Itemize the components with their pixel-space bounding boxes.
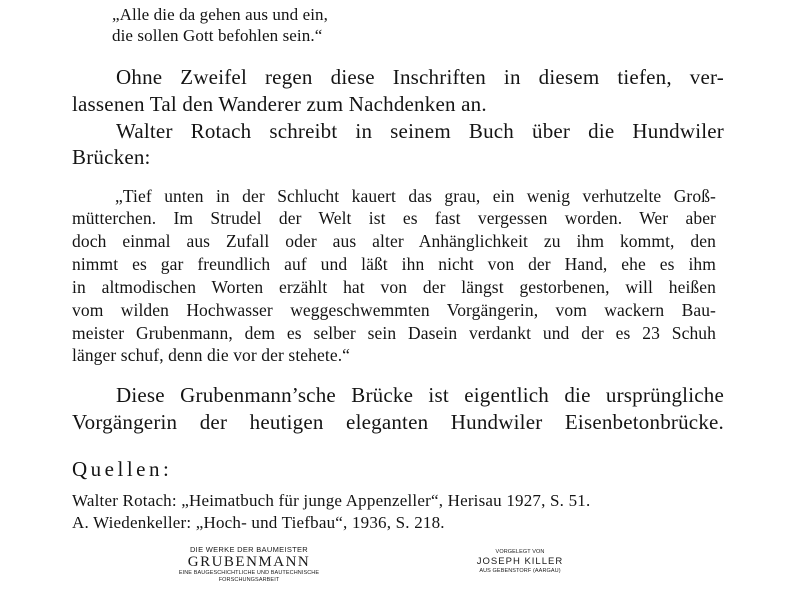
paragraph-2-line-1: Walter Rotach schreibt in seinem Buch über die Hundwiler [116,119,724,143]
footer-book-description-1: EINE BAUGESCHICHTLICHE UND BAUTECHNISCHE [178,570,320,576]
verse-line-2: die sollen Gott befohlen sein.“ [112,26,323,45]
source-item-2: A. Wiedenkeller: „Hoch- und Tiefbau“, 1936, S. 218. [72,513,445,532]
paragraph-3-line-1: Diese Grubenmann’sche Brücke ist eigentlich die ursprüngliche [116,383,724,407]
footer-author [448,549,592,574]
verse-line-1: „Alle die da gehen aus und ein, [112,5,328,24]
quote-line-6: vom wilden Hochwasser weggeschwemmten Vorgängerin, vom wackern Bau- [72,300,716,320]
paragraph-2-line-2: Brücken: [72,145,151,169]
footer-book-subtitle-top: DIE WERKE DER BAUMEISTER [189,545,309,554]
footer-book-title [170,545,328,583]
quote-line-8: länger schuf, denn die vor der stehete.“ [72,345,351,365]
quote-line-1: „Tief unten in der Schlucht kauert das grau, ein wenig verhutzelte Groß- [115,186,716,206]
quote-line-2: mütterchen. Im Strudel der Welt ist es fast vergessen worden. Wer aber [72,208,716,228]
footer-author-origin: AUS GEBENSTORF (AARGAU) [479,567,561,574]
paragraph-3-line-2: Vorgängerin der heutigen eleganten Hundwiler Eisenbetonbrücke. [72,410,724,434]
paragraph-1-line-2: lassenen Tal den Wanderer zum Nachdenken an. [72,92,487,116]
footer-book-title-name: GRUBENMANN [187,554,311,570]
paragraph-1-line-1: Ohne Zweifel regen diese Inschriften in diesem tiefen, ver- [116,65,724,89]
quote-line-3: doch einmal aus Zufall oder aus alter Anhänglichkeit zu ihm kommt, den [72,231,716,251]
footer-author-presented-by: VORGELEGT VON [495,549,545,555]
footer-book-description-2: FORSCHUNGSARBEIT [218,576,280,583]
source-item-1: Walter Rotach: „Heimatbuch für junge Appenzeller“, Herisau 1927, S. 51. [72,491,591,510]
sources-heading: Quellen: [72,457,173,481]
quote-line-4: nimmt es gar freundlich auf und läßt ihn nicht von der Hand, ehe es ihm [72,254,716,274]
footer-author-name: JOSEPH KILLER [476,555,564,567]
quote-line-5: in altmodischen Worten erzählt hat von der längst gestorbenen, will heißen [72,277,716,297]
quote-line-7: meister Grubenmann, dem es selber sein Dasein verdankt und der es 23 Schuh [72,323,716,343]
